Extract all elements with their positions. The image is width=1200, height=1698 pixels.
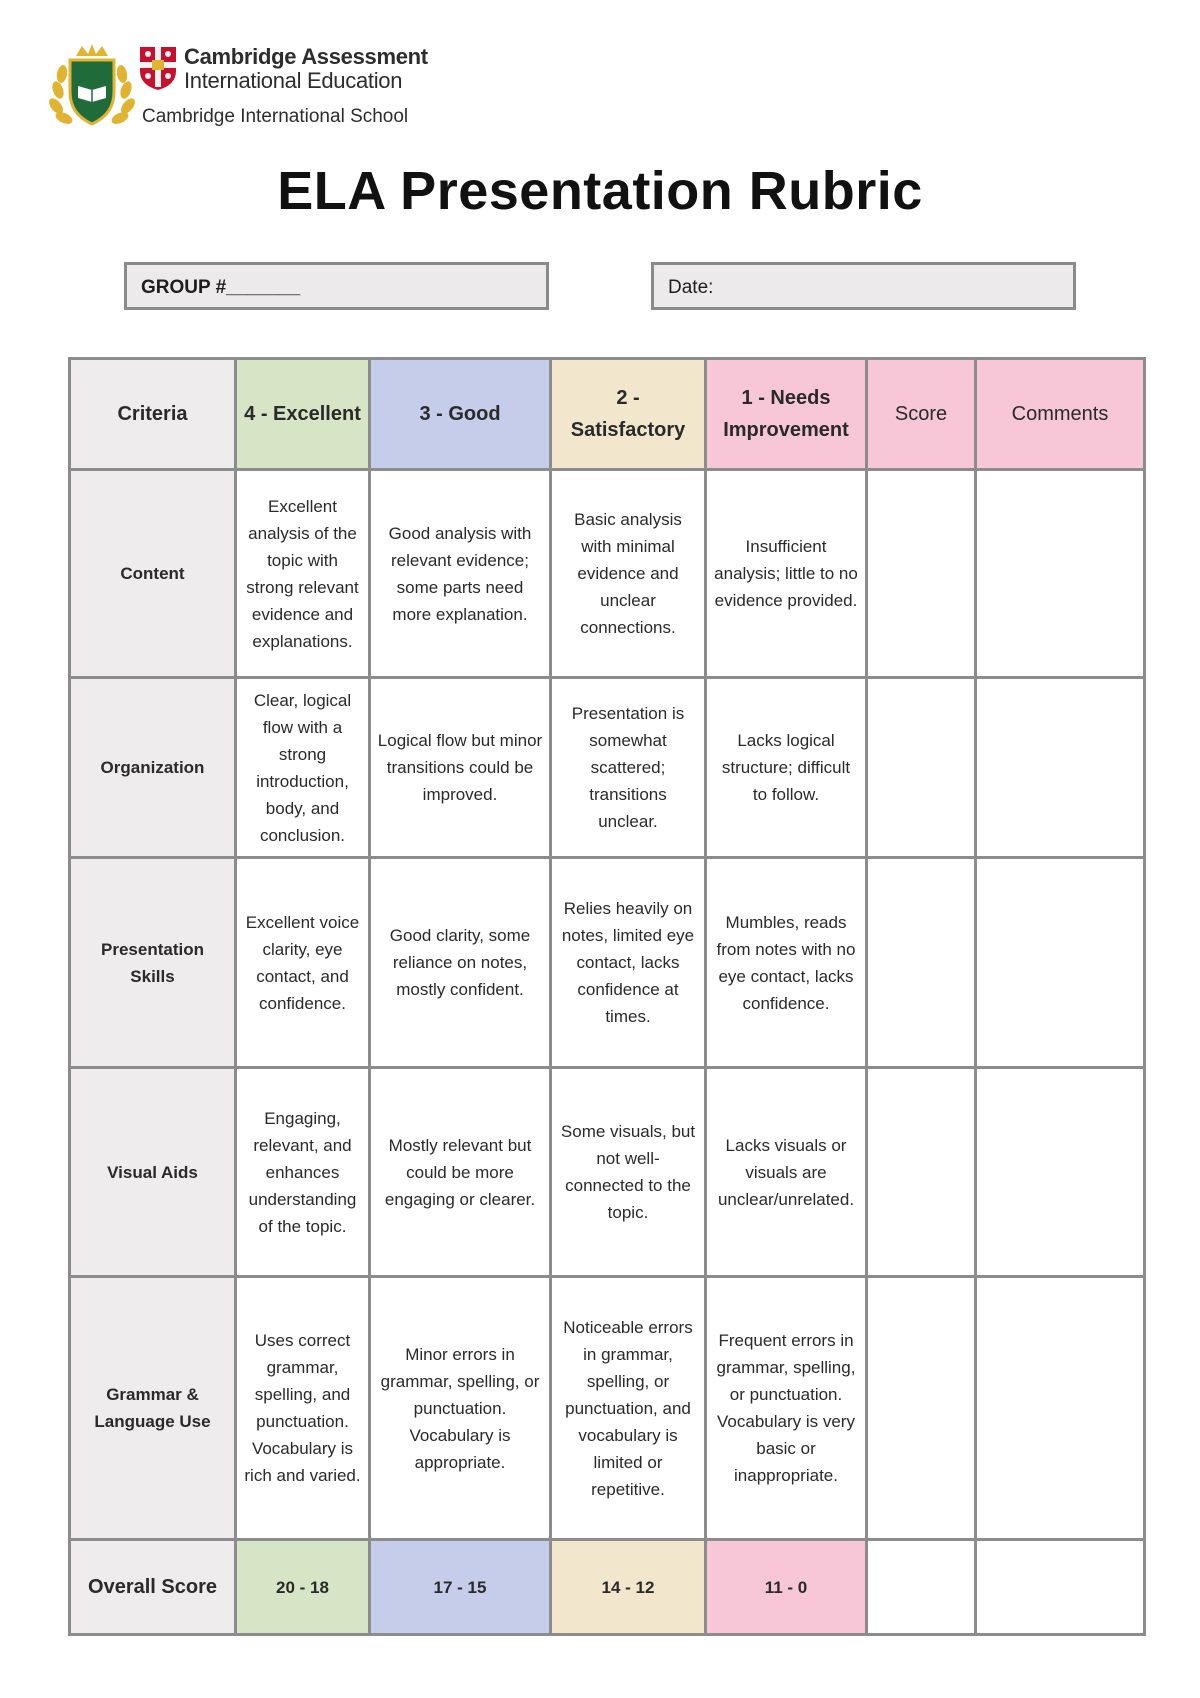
date-field[interactable] [651,262,1076,310]
good-cell: Logical flow but minor transitions could be improved. [370,678,551,858]
needs-improvement-cell: Insufficient analysis; little to no evidence provided. [706,470,867,678]
excellent-cell: Clear, logical flow with a strong introduction, body, and conclusion. [236,678,370,858]
excellent-cell: Uses correct grammar, spelling, and punctuation. Vocabulary is rich and varied. [236,1277,370,1540]
score-cell[interactable] [867,470,976,678]
satisfactory-cell: Some visuals, but not well-connected to the topic. [551,1068,706,1277]
good-cell: Mostly relevant but could be more engaging or clearer. [370,1068,551,1277]
score-cell[interactable] [867,678,976,858]
comments-cell[interactable] [976,1277,1145,1540]
header [46,40,446,130]
excellent-cell: Excellent voice clarity, eye contact, and confidence. [236,858,370,1068]
date-label: Date: [668,277,714,298]
header-excellent: 4 - Excellent [236,359,370,470]
org-name: Cambridge Assessment [184,44,428,69]
criteria-cell: Content [70,470,236,678]
needs-improvement-cell: Lacks visuals or visuals are unclear/unrelated. [706,1068,867,1277]
satisfactory-cell: Noticeable errors in grammar, spelling, or punctuation, and vocabulary is limited or repetitive. [551,1277,706,1540]
header-row [70,359,1145,470]
table-row [70,1277,1145,1540]
page-title: ELA Presentation Rubric [277,161,923,221]
comments-cell[interactable] [976,678,1145,858]
satisfactory-cell: Relies heavily on notes, limited eye contact, lacks confidence at times. [551,858,706,1068]
header-satisfactory: 2 - Satisfactory [551,359,706,470]
excellent-cell: Excellent analysis of the topic with strong relevant evidence and explanations. [236,470,370,678]
criteria-cell: Organization [70,678,236,858]
score-cell[interactable] [867,1277,976,1540]
header-good: 3 - Good [370,359,551,470]
header-score: Score [867,359,976,470]
overall-good: 17 - 15 [370,1540,551,1635]
table-row [70,678,1145,858]
score-cell[interactable] [867,858,976,1068]
overall-score-label: Overall Score [70,1540,236,1635]
score-cell[interactable] [867,1068,976,1277]
school-crest-icon [46,40,138,132]
needs-improvement-cell: Lacks logical structure; difficult to follow. [706,678,867,858]
excellent-cell: Engaging, relevant, and enhances understanding of the topic. [236,1068,370,1277]
table-row [70,470,1145,678]
table-row [70,858,1145,1068]
satisfactory-cell: Presentation is somewhat scattered; transitions unclear. [551,678,706,858]
overall-score-cell[interactable] [867,1540,976,1635]
needs-improvement-cell: Mumbles, reads from notes with no eye contact, lacks confidence. [706,858,867,1068]
satisfactory-cell: Basic analysis with minimal evidence and unclear connections. [551,470,706,678]
header-comments: Comments [976,359,1145,470]
comments-cell[interactable] [976,858,1145,1068]
overall-needs-improvement: 11 - 0 [706,1540,867,1635]
criteria-cell: Presentation Skills [70,858,236,1068]
cambridge-shield-icon [138,45,178,91]
comments-cell[interactable] [976,1068,1145,1277]
rubric-table [68,357,1146,1636]
school-name: Cambridge International School [142,106,409,127]
criteria-cell: Visual Aids [70,1068,236,1277]
header-needs-improvement: 1 - Needs Improvement [706,359,867,470]
needs-improvement-cell: Frequent errors in grammar, spelling, or punctuation. Vocabulary is very basic or inappropriate. [706,1277,867,1540]
criteria-cell: Grammar & Language Use [70,1277,236,1540]
table-row [70,1068,1145,1277]
good-cell: Good clarity, some reliance on notes, mostly confident. [370,858,551,1068]
group-field[interactable] [124,262,549,310]
good-cell: Good analysis with relevant evidence; some parts need more explanation. [370,470,551,678]
good-cell: Minor errors in grammar, spelling, or punctuation. Vocabulary is appropriate. [370,1277,551,1540]
comments-cell[interactable] [976,470,1145,678]
org-name-line2: International Education [184,68,403,93]
overall-comments-cell[interactable] [976,1540,1145,1635]
group-label: GROUP #_______ [141,277,301,298]
overall-satisfactory: 14 - 12 [551,1540,706,1635]
overall-excellent: 20 - 18 [236,1540,370,1635]
overall-score-row [70,1540,1145,1635]
header-criteria: Criteria [70,359,236,470]
